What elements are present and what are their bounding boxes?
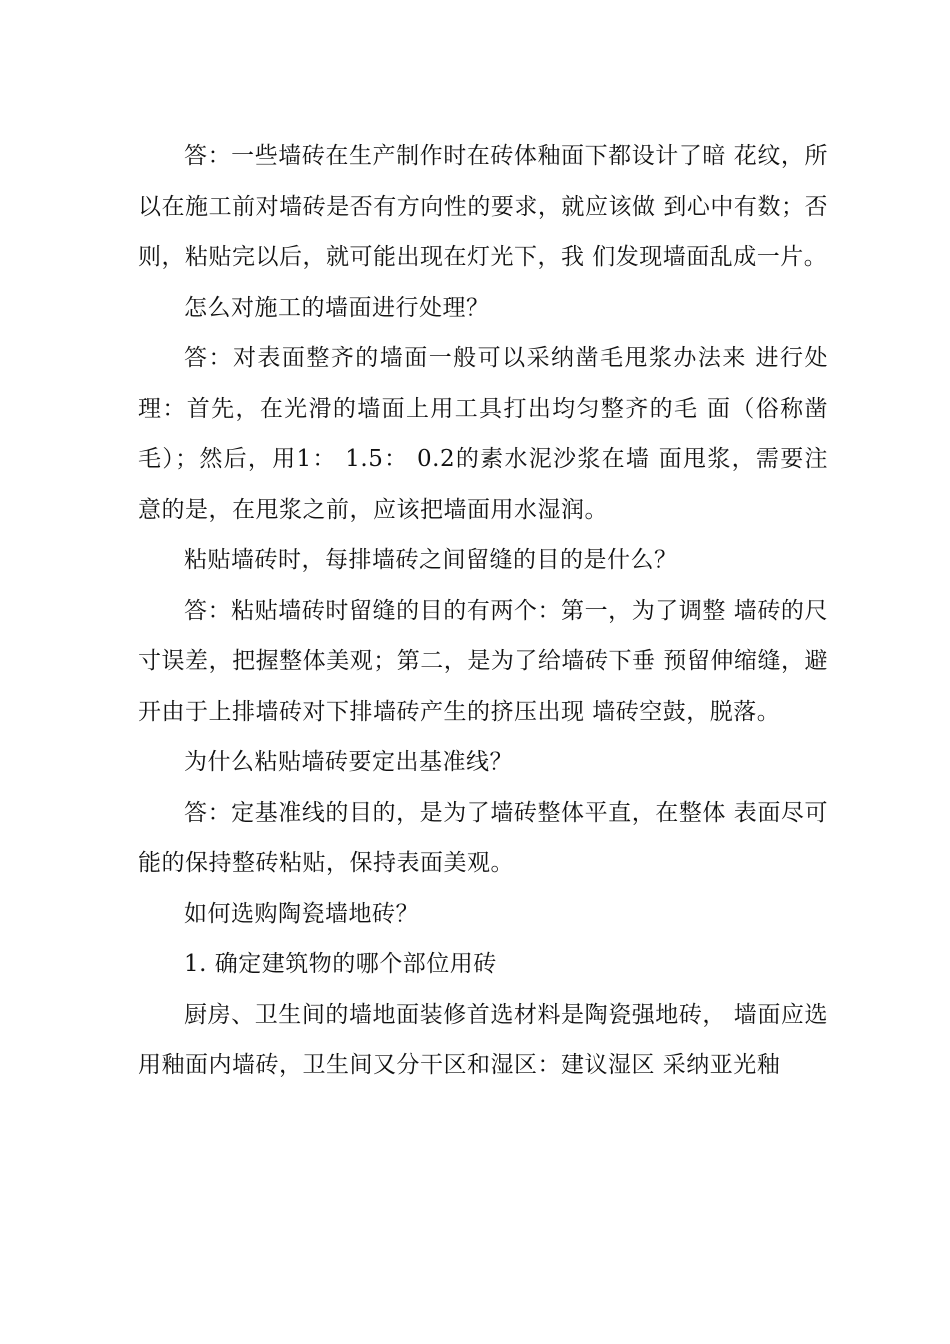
numbered-subheading: 1. 确定建筑物的哪个部位用砖 — [184, 951, 497, 977]
answer-paragraph: 答：一些墙砖在生产制作时在砖体釉面下都设计了暗 花纹，所以在施工前对墙砖是否有方向性的要求，就应该做 到心中有数；否则，粘贴完以后，就可能出现在灯光下，我 们发现墙面乱成一片。 — [138, 143, 828, 270]
answer-paragraph: 答：对表面整齐的墙面一般可以采纳凿毛甩浆办法来 进行处理：首先，在光滑的墙面上用工具打出均匀整齐的毛 面（俗称凿毛）；然后，用1： 1.5： 0.2的素水泥沙浆在墙 面甩浆，需要注意的是，在甩浆之前，应该把墙面用水湿润。 — [138, 345, 828, 523]
question-heading: 如何选购陶瓷墙地砖？ — [184, 900, 419, 927]
document-body — [138, 131, 828, 1091]
question-heading: 为什么粘贴墙砖要定出基准线？ — [184, 749, 513, 775]
body-paragraph: 厨房、卫生间的墙地面装修首选材料是陶瓷强地砖， 墙面应选用釉面内墙砖，卫生间又分干区和湿区：建议湿区 采纳亚光釉 — [138, 1001, 828, 1078]
question-heading: 怎么对施工的墙面进行处理？ — [184, 294, 490, 321]
question-heading: 粘贴墙砖时，每排墙砖之间留缝的目的是什么？ — [184, 547, 678, 573]
answer-paragraph: 答：粘贴墙砖时留缝的目的有两个：第一，为了调整 墙砖的尺寸误差，把握整体美观；第二，是为了给墙砖下垂 预留伸缩缝，避开由于上排墙砖对下排墙砖产生的挤压出现 墙砖空鼓，脱落。 — [138, 597, 828, 725]
answer-paragraph: 答：定基准线的目的，是为了墙砖整体平直，在整体 表面尽可能的保持整砖粘贴，保持表面美观。 — [138, 799, 828, 876]
